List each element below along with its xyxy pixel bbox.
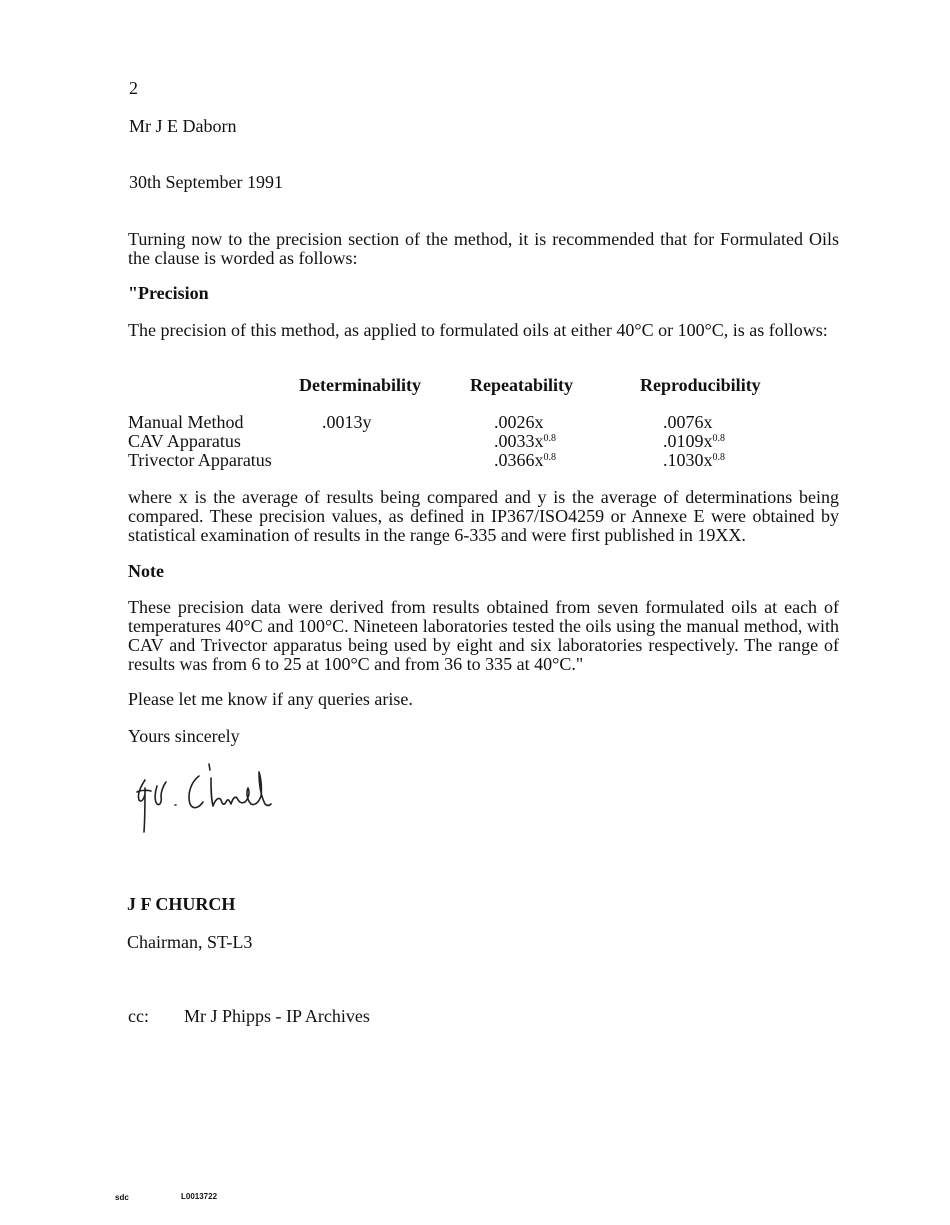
row-label: CAV Apparatus bbox=[128, 431, 241, 451]
precision-intro-paragraph: The precision of this method, as applied to formulated oils at either 40°C or 100°C, is as follows: bbox=[128, 320, 828, 340]
cc-recipient: Mr J Phipps - IP Archives bbox=[184, 1006, 370, 1026]
precision-heading: "Precision bbox=[128, 283, 209, 303]
reproducibility-coefficient: .1030x bbox=[663, 450, 713, 470]
reproducibility-value bbox=[663, 432, 725, 451]
determinability-value: .0013y bbox=[322, 412, 372, 432]
reproducibility-exponent: 0.8 bbox=[712, 433, 725, 444]
recipient-name: Mr J E Daborn bbox=[129, 116, 237, 136]
reproducibility-coefficient: .0076x bbox=[663, 412, 713, 432]
repeatability-value bbox=[494, 413, 544, 432]
reproducibility-value bbox=[663, 413, 713, 432]
page-number: 2 bbox=[129, 78, 138, 98]
letter-date: 30th September 1991 bbox=[129, 172, 283, 192]
footer-initials: sdc bbox=[115, 1193, 129, 1202]
signatory-name: J F CHURCH bbox=[127, 894, 236, 914]
reproducibility-exponent: 0.8 bbox=[712, 452, 725, 463]
handwritten-signature bbox=[125, 752, 285, 842]
column-header-determinability: Determinability bbox=[299, 375, 421, 395]
repeatability-exponent: 0.8 bbox=[543, 452, 556, 463]
queries-line: Please let me know if any queries arise. bbox=[128, 689, 413, 709]
where-paragraph: where x is the average of results being compared and y is the average of determinations being compared. These precision values, as defined in IP367/ISO4259 or Annexe E were obtained by statistical examination of results in the range 6-335 and were first published in 19XX. bbox=[128, 487, 839, 545]
repeatability-value bbox=[494, 432, 556, 451]
reproducibility-coefficient: .0109x bbox=[663, 431, 713, 451]
cc-label: cc: bbox=[128, 1006, 149, 1026]
repeatability-coefficient: .0366x bbox=[494, 450, 544, 470]
intro-paragraph: Turning now to the precision section of the method, it is recommended that for Formulated Oils the clause is worded as follows: bbox=[128, 229, 839, 268]
column-header-reproducibility: Reproducibility bbox=[640, 375, 761, 395]
repeatability-value bbox=[494, 451, 556, 470]
column-header-repeatability: Repeatability bbox=[470, 375, 573, 395]
reproducibility-value bbox=[663, 451, 725, 470]
repeatability-coefficient: .0033x bbox=[494, 431, 544, 451]
signatory-title: Chairman, ST-L3 bbox=[127, 932, 253, 952]
footer-document-code: L0013722 bbox=[181, 1192, 218, 1201]
row-label: Manual Method bbox=[128, 412, 244, 432]
row-label: Trivector Apparatus bbox=[128, 450, 272, 470]
repeatability-exponent: 0.8 bbox=[543, 433, 556, 444]
closing-line: Yours sincerely bbox=[128, 726, 240, 746]
note-paragraph: These precision data were derived from results obtained from seven formulated oils at each of temperatures 40°C and 100°C. Nineteen laboratories tested the oils using the manual method, with CAV and Trivector apparatus being used by eight and six laboratories respectively. The range of results was from 6 to 25 at 100°C and from 36 to 335 at 40°C." bbox=[128, 597, 839, 674]
repeatability-coefficient: .0026x bbox=[494, 412, 544, 432]
note-heading: Note bbox=[128, 561, 164, 581]
